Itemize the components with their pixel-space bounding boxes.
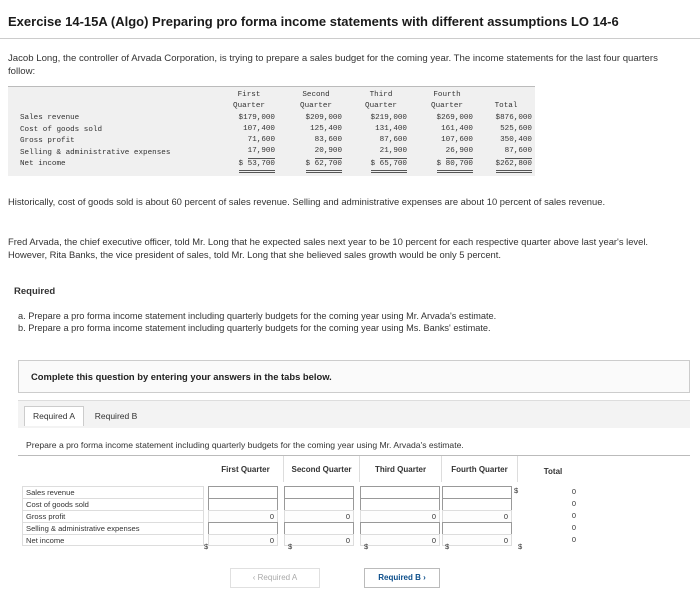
q1-inputs xyxy=(208,486,278,546)
tab-bar xyxy=(18,400,690,428)
answer-label-sales: Sales revenue xyxy=(22,486,204,498)
tab-required-b[interactable]: Required B xyxy=(86,406,146,426)
total-cogs-value: 0 xyxy=(571,499,576,508)
answer-label-net-income: Net income xyxy=(22,534,204,546)
q1-cogs-input[interactable] xyxy=(208,498,278,510)
row-label-cogs: Cost of goods sold xyxy=(20,125,103,134)
q1-sales-input[interactable] xyxy=(208,486,278,498)
intro-text: Jacob Long, the controller of Arvada Corporation, is trying to prepare a sales budget for the coming year. The income statements for the last four quarters follow: xyxy=(8,53,658,77)
q1-gross-profit-value: 0 xyxy=(208,510,278,522)
col-first-quarter: First Quarter $179,000 107,400 71,600 17,900 $ 53,700 xyxy=(223,90,275,173)
total-net-income-value: 0 xyxy=(571,535,576,544)
required-b-text: b. Prepare a pro forma income statement including quarterly budgets for the coming year using Ms. Banks' estimate. xyxy=(18,323,491,333)
total-sales-value: 0 xyxy=(571,487,576,496)
q2-net-income-currency: $ xyxy=(288,542,293,551)
q3-sales-input[interactable] xyxy=(360,486,440,498)
q4-sales-input[interactable] xyxy=(442,486,512,498)
q2-cogs-input[interactable] xyxy=(284,498,354,510)
col-fourth-quarter: Fourth Quarter $269,000 161,400 107,600 26,900 $ 80,700 xyxy=(421,90,473,173)
q4-net-income-value: 0 xyxy=(442,534,512,546)
q4-gross-profit-value: 0 xyxy=(442,510,512,522)
q3-net-income-value: 0 xyxy=(360,534,440,546)
total-column xyxy=(518,486,578,546)
total-gross-profit-value: 0 xyxy=(571,511,576,520)
header-fourth-quarter: Fourth Quarter xyxy=(442,456,518,482)
col-second-quarter: Second Quarter $209,000 125,400 83,600 20,900 $ 62,700 xyxy=(290,90,342,173)
instruction-box xyxy=(18,360,690,393)
required-heading: Required xyxy=(14,286,56,297)
next-tab-button[interactable]: Required B › xyxy=(364,568,440,588)
q2-net-income-value: 0 xyxy=(284,534,354,546)
prev-tab-button[interactable]: ‹ Required A xyxy=(230,568,320,588)
col-third-quarter: Third Quarter $219,000 131,400 87,600 21,900 $ 65,700 xyxy=(355,90,407,173)
q4-cogs-input[interactable] xyxy=(442,498,512,510)
total-sales-currency: $ xyxy=(514,486,519,495)
growth-assumption-text: Fred Arvada, the chief executive officer, told Mr. Long that he expected sales next year to be 10 percent for each respective quarter above last year's level. However, Rita Banks, the vice president of sales, told Mr. Long that she believed sales growth would be only 5 percent. xyxy=(8,236,649,260)
pro-forma-answer-table xyxy=(18,456,690,564)
q4-inputs xyxy=(442,486,512,546)
q1-sga-input[interactable] xyxy=(208,522,278,534)
q3-inputs xyxy=(360,486,440,546)
instruction-text: Complete this question by entering your answers in the tabs below. xyxy=(31,371,332,382)
answer-label-gross-profit: Gross profit xyxy=(22,510,204,522)
q4-net-income-currency: $ xyxy=(445,542,450,551)
answer-label-cogs: Cost of goods sold xyxy=(22,498,204,510)
q2-inputs xyxy=(284,486,354,546)
q3-net-income-currency: $ xyxy=(364,542,369,551)
tab-required-a[interactable]: Required A xyxy=(24,406,84,426)
cost-assumption-text: Historically, cost of goods sold is about 60 percent of sales revenue. Selling and administrative expenses are about 10 percent of sales revenue. xyxy=(8,196,606,207)
header-third-quarter: Third Quarter xyxy=(360,456,442,482)
answer-label-sga: Selling & administrative expenses xyxy=(22,522,204,534)
answer-row-labels xyxy=(22,486,204,546)
row-labels xyxy=(20,113,170,171)
row-label-sales: Sales revenue xyxy=(20,114,80,122)
col-total: Total $876,000 525,600 350,400 87,600 $262,800 xyxy=(480,90,532,173)
q2-sga-input[interactable] xyxy=(284,522,354,534)
q3-cogs-input[interactable] xyxy=(360,498,440,510)
tab-prompt: Prepare a pro forma income statement including quarterly budgets for the coming year using Mr. Arvada's estimate. xyxy=(26,440,464,450)
q1-net-income-value: 0 xyxy=(208,534,278,546)
row-label-sga: Selling & administrative expenses xyxy=(20,148,171,157)
header-total: Total xyxy=(543,467,563,476)
q2-gross-profit-value: 0 xyxy=(284,510,354,522)
total-sga-value: 0 xyxy=(571,523,576,532)
row-label-gross-profit: Gross profit xyxy=(20,137,75,145)
total-net-income-currency: $ xyxy=(518,542,523,551)
q3-sga-input[interactable] xyxy=(360,522,440,534)
q2-sales-input[interactable] xyxy=(284,486,354,498)
header-second-quarter: Second Quarter xyxy=(284,456,360,482)
required-list xyxy=(18,310,496,334)
quarterly-income-table xyxy=(8,86,535,176)
q4-sga-input[interactable] xyxy=(442,522,512,534)
row-label-net-income: Net income xyxy=(20,160,66,168)
q1-net-income-currency: $ xyxy=(204,542,209,551)
title-divider xyxy=(0,38,700,39)
page-title: Exercise 14-15A (Algo) Preparing pro forma income statements with different assumptions LO 14-6 xyxy=(8,14,619,29)
q3-gross-profit-value: 0 xyxy=(360,510,440,522)
required-a-text: a. Prepare a pro forma income statement including quarterly budgets for the coming year using Mr. Arvada's estimate. xyxy=(18,311,497,321)
header-first-quarter: First Quarter xyxy=(208,456,284,482)
